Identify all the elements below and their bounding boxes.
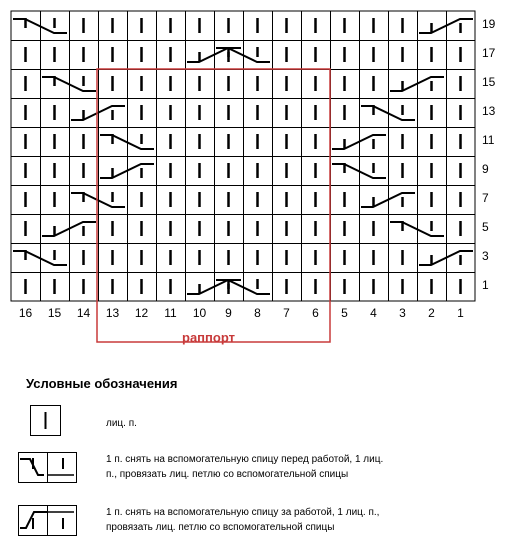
legend-left-cross-line-2: п., провязать лиц. петлю со вспомогательной спицы <box>106 469 349 480</box>
legend-right-cross-line-2: провязать лиц. петлю со вспомогательной спицы <box>106 522 335 533</box>
legend-right-cross-line-1: 1 п. снять на вспомогательную спицу за работой, 1 лиц. п., <box>106 507 380 518</box>
col-label-11: 11 <box>164 306 177 320</box>
legend-left-cross-line-1: 1 п. снять на вспомогательную спицу перед работой, 1 лиц. <box>106 454 384 465</box>
row-label-9: 9 <box>482 162 489 176</box>
left-cross-icon <box>18 452 78 484</box>
col-label-12: 12 <box>134 306 149 320</box>
row-label-5: 5 <box>482 220 489 234</box>
col-label-16: 16 <box>18 306 33 320</box>
legend-right-cross-text <box>106 505 379 535</box>
col-label-4: 4 <box>370 306 377 320</box>
legend-title: Условные обозначения <box>26 376 178 391</box>
legend-knit-line-1: лиц. п. <box>106 418 137 429</box>
row-label-19: 19 <box>482 17 496 31</box>
legend-knit-text <box>106 416 137 431</box>
row-label-15: 15 <box>482 75 496 89</box>
row-label-7: 7 <box>482 191 489 205</box>
col-label-6: 6 <box>312 306 319 320</box>
right-cross-icon <box>18 505 78 537</box>
row-label-11: 11 <box>482 133 495 147</box>
knit-stitch-icon <box>30 405 62 437</box>
row-label-17: 17 <box>482 46 496 60</box>
col-label-14: 14 <box>76 306 91 320</box>
col-label-15: 15 <box>47 306 62 320</box>
col-label-9: 9 <box>225 306 232 320</box>
legend-left-cross-text <box>106 452 383 482</box>
col-label-10: 10 <box>192 306 207 320</box>
col-label-8: 8 <box>254 306 261 320</box>
col-label-2: 2 <box>428 306 435 320</box>
rapport-label: раппорт <box>182 330 235 345</box>
col-label-1: 1 <box>457 306 464 320</box>
row-label-1: 1 <box>482 278 489 292</box>
col-label-5: 5 <box>341 306 348 320</box>
row-label-3: 3 <box>482 249 489 263</box>
col-label-7: 7 <box>283 306 290 320</box>
col-label-13: 13 <box>105 306 120 320</box>
col-label-3: 3 <box>399 306 406 320</box>
row-label-13: 13 <box>482 104 496 118</box>
